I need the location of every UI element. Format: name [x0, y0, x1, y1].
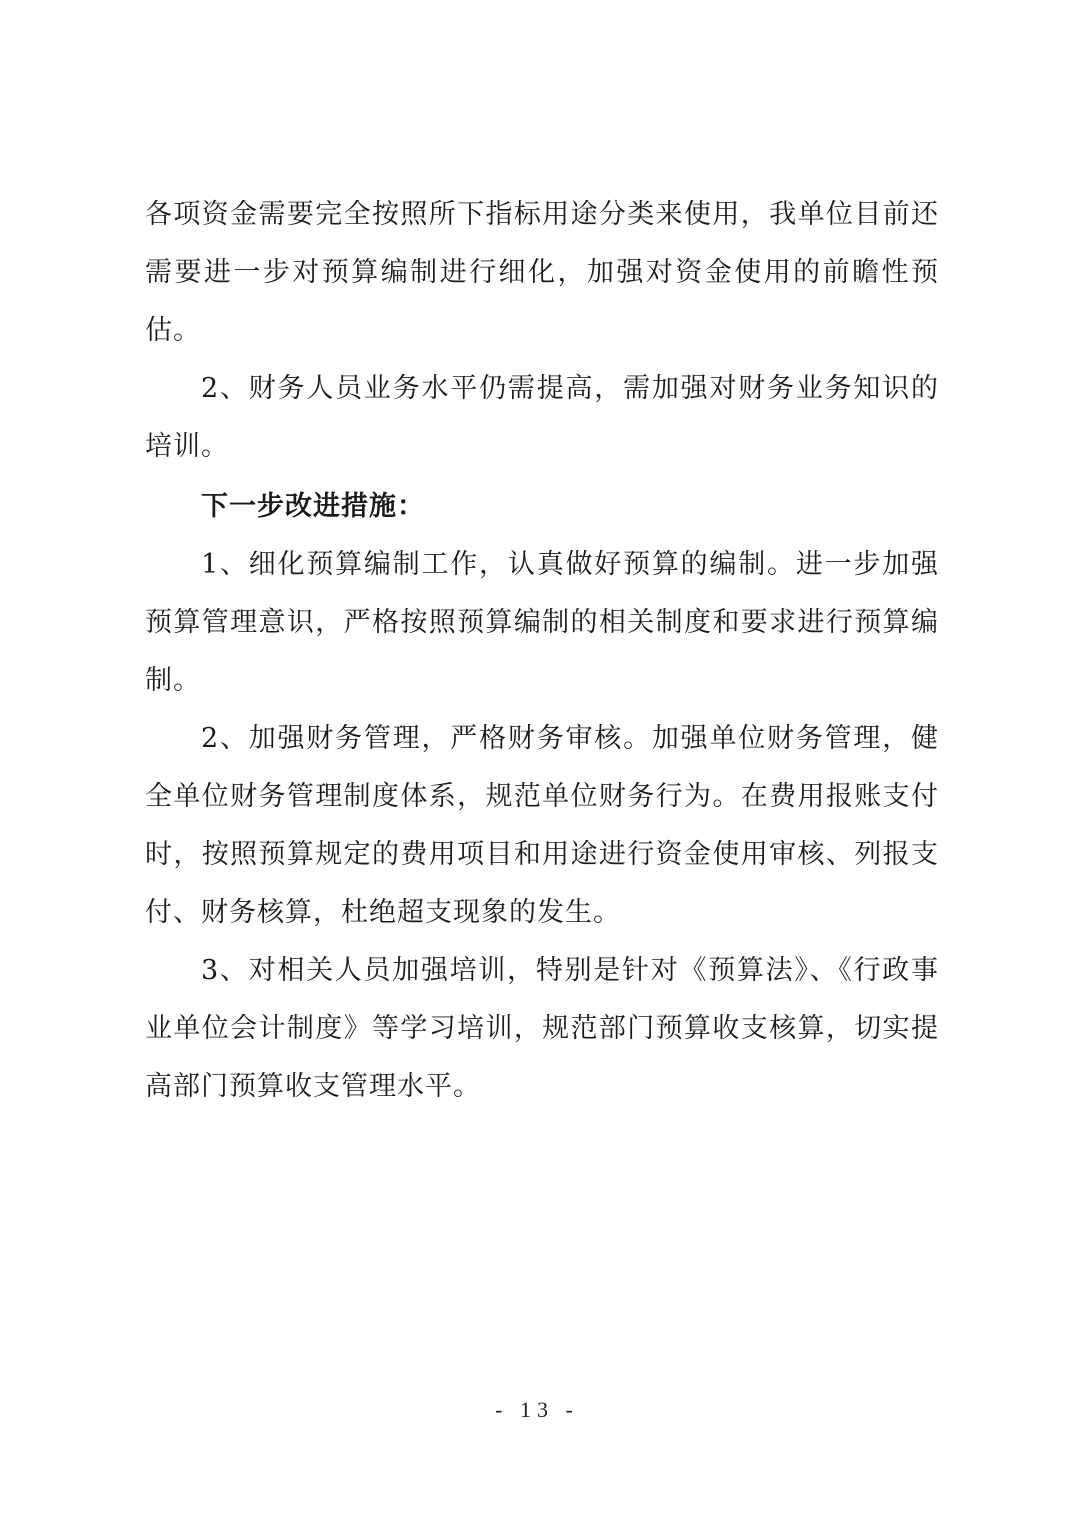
section-heading-improvements: 下一步改进措施：: [201, 491, 425, 522]
paragraph-continued: 各项资金需要完全按照所下指标用途分类来使用，我单位目前还需要进一步对预算编制进行细化，加强对资金使用的前瞻性预估。: [145, 199, 939, 346]
paragraph-measure-2: 2、加强财务管理，严格财务审核。加强单位财务管理，健全单位财务管理制度体系，规范单位财务行为。在费用报账支付时，按照预算规定的费用项目和用途进行资金使用审核、列报支付、财务核算，杜绝超支现象的发生。: [145, 723, 939, 928]
page-number: - 13 -: [495, 1397, 579, 1422]
paragraph-measure-3: 3、对相关人员加强培训，特别是针对《预算法》、《行政事业单位会计制度》等学习培训，规范部门预算收支核算，切实提高部门预算收支管理水平。: [145, 955, 939, 1102]
paragraph-issue-2: 2、财务人员业务水平仍需提高，需加强对财务业务知识的培训。: [145, 373, 939, 462]
paragraph-measure-1: 1、细化预算编制工作，认真做好预算的编制。进一步加强预算管理意识，严格按照预算编制的相关制度和要求进行预算编制。: [145, 549, 939, 696]
document-body: [145, 186, 939, 1116]
